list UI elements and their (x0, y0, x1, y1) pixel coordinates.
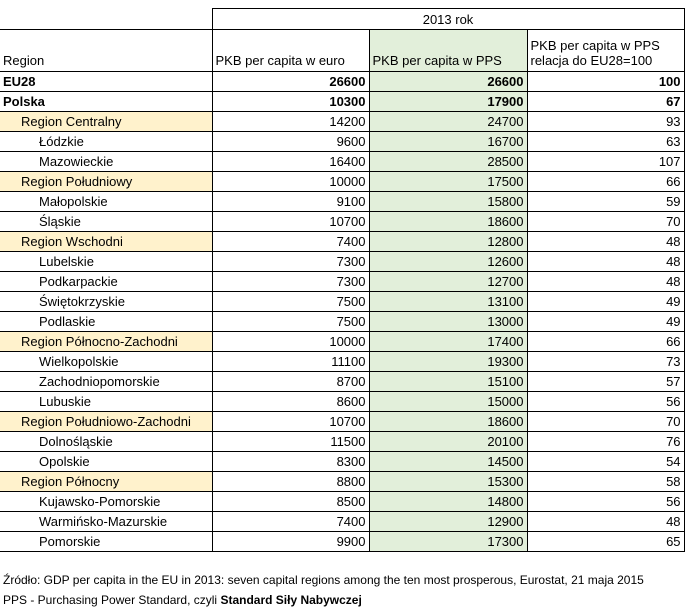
region-name-cell[interactable] (0, 392, 212, 412)
region-name-text: Małopolskie (39, 194, 108, 209)
region-name-cell[interactable] (0, 72, 212, 92)
region-name-text: Mazowieckie (39, 154, 114, 169)
region-name-cell[interactable] (0, 112, 212, 132)
gdp-euro-cell[interactable]: 14200 (212, 112, 369, 132)
pps-note-prefix: PPS - Purchasing Power Standard, czyli (3, 593, 221, 607)
region-name-cell[interactable] (0, 212, 212, 232)
region-name-text: Kujawsko-Pomorskie (39, 494, 161, 509)
region-name-text: Lubelskie (39, 254, 94, 269)
region-name-cell[interactable] (0, 272, 212, 292)
region-name-cell[interactable] (0, 352, 212, 372)
index-cell[interactable]: 56 (527, 492, 684, 512)
region-name-text: Pomorskie (39, 534, 101, 549)
index-column-header[interactable] (527, 30, 684, 72)
gdp-euro-cell[interactable]: 10000 (212, 332, 369, 352)
table-row (0, 112, 684, 132)
gdp-table (0, 8, 685, 552)
region-name-cell[interactable] (0, 312, 212, 332)
table-row (0, 512, 684, 532)
region-name-cell[interactable] (0, 332, 212, 352)
gdp-pps-cell[interactable]: 14800 (369, 492, 527, 512)
table-row (0, 432, 684, 452)
table-row (0, 472, 684, 492)
gdp-pps-cell[interactable]: 20100 (369, 432, 527, 452)
index-cell[interactable]: 70 (527, 212, 684, 232)
pps-note-bold: Standard Siły Nabywczej (220, 593, 362, 607)
region-name-text: Dolnośląskie (39, 434, 113, 449)
region-name-cell[interactable] (0, 232, 212, 252)
gdp-euro-cell[interactable]: 9600 (212, 132, 369, 152)
table-row (0, 252, 684, 272)
gdp-euro-cell[interactable]: 7500 (212, 292, 369, 312)
gdp-euro-cell[interactable]: 16400 (212, 152, 369, 172)
region-name-text: Zachodniopomorskie (39, 374, 160, 389)
gdp-pps-cell[interactable]: 12600 (369, 252, 527, 272)
gdp-euro-cell[interactable]: 8700 (212, 372, 369, 392)
gdp-pps-cell[interactable]: 13100 (369, 292, 527, 312)
index-cell[interactable]: 49 (527, 292, 684, 312)
region-name-text: Region Południowy (21, 174, 133, 189)
region-name-cell[interactable] (0, 172, 212, 192)
gdp-pps-cell[interactable]: 15800 (369, 192, 527, 212)
region-name-cell[interactable] (0, 412, 212, 432)
table-row (0, 332, 684, 352)
gdp-euro-column-header[interactable]: PKB per capita w euro (212, 30, 369, 72)
gdp-pps-cell[interactable]: 15000 (369, 392, 527, 412)
table-row (0, 532, 684, 552)
gdp-pps-cell[interactable]: 15300 (369, 472, 527, 492)
pps-note[interactable] (3, 592, 362, 608)
region-name-cell[interactable] (0, 292, 212, 312)
gdp-pps-cell[interactable]: 19300 (369, 352, 527, 372)
table-row (0, 392, 684, 412)
region-name-text: Śląskie (39, 214, 81, 229)
index-cell[interactable]: 48 (527, 252, 684, 272)
gdp-pps-column-header[interactable]: PKB per capita w PPS (369, 30, 527, 72)
gdp-euro-cell[interactable]: 7300 (212, 272, 369, 292)
table-row (0, 152, 684, 172)
table-row (0, 172, 684, 192)
gdp-euro-cell[interactable]: 10300 (212, 92, 369, 112)
gdp-pps-cell[interactable]: 18600 (369, 412, 527, 432)
table-row (0, 312, 684, 332)
region-name-text: Region Północny (21, 474, 120, 489)
gdp-pps-cell[interactable]: 13000 (369, 312, 527, 332)
region-name-text: EU28 (3, 74, 36, 89)
region-name-cell[interactable] (0, 192, 212, 212)
table-row (0, 292, 684, 312)
gdp-pps-cell[interactable]: 26600 (369, 72, 527, 92)
region-name-cell[interactable] (0, 532, 212, 552)
index-cell[interactable]: 57 (527, 372, 684, 392)
gdp-pps-cell[interactable]: 18600 (369, 212, 527, 232)
index-cell[interactable]: 56 (527, 392, 684, 412)
region-name-cell[interactable] (0, 92, 212, 112)
gdp-euro-cell[interactable]: 9100 (212, 192, 369, 212)
index-header-line2: relacja do EU28=100 (530, 53, 653, 68)
index-cell[interactable]: 63 (527, 132, 684, 152)
region-name-text: Warmińsko-Mazurskie (39, 514, 168, 529)
index-cell[interactable]: 100 (527, 72, 684, 92)
gdp-euro-cell[interactable]: 8500 (212, 492, 369, 512)
gdp-pps-cell[interactable]: 17900 (369, 92, 527, 112)
index-cell[interactable]: 48 (527, 512, 684, 532)
region-name-text: Łódzkie (39, 134, 84, 149)
index-cell[interactable]: 58 (527, 472, 684, 492)
region-name-cell[interactable] (0, 452, 212, 472)
region-name-text: Podlaskie (39, 314, 96, 329)
region-name-text: Region Wschodni (21, 234, 123, 249)
column-header-row (0, 30, 684, 72)
gdp-euro-cell[interactable]: 11100 (212, 352, 369, 372)
index-cell[interactable]: 73 (527, 352, 684, 372)
region-name-text: Polska (3, 94, 45, 109)
table-row (0, 492, 684, 512)
region-name-cell[interactable] (0, 372, 212, 392)
table-row (0, 412, 684, 432)
index-header-line1: PKB per capita w PPS (530, 38, 660, 53)
region-name-text: Podkarpackie (39, 274, 118, 289)
source-note[interactable]: Źródło: GDP per capita in the EU in 2013: seven capital regions among the ten most prosperous, Eurostat, 21 maja 2015 (3, 573, 644, 587)
gdp-euro-cell[interactable]: 7400 (212, 512, 369, 532)
gdp-pps-cell[interactable]: 17500 (369, 172, 527, 192)
gdp-pps-cell[interactable]: 24700 (369, 112, 527, 132)
gdp-euro-cell[interactable]: 26600 (212, 72, 369, 92)
gdp-pps-cell[interactable]: 12700 (369, 272, 527, 292)
index-cell[interactable]: 107 (527, 152, 684, 172)
gdp-euro-cell[interactable]: 7500 (212, 312, 369, 332)
table-row (0, 212, 684, 232)
index-cell[interactable]: 54 (527, 452, 684, 472)
gdp-pps-cell[interactable]: 14500 (369, 452, 527, 472)
index-cell[interactable]: 67 (527, 92, 684, 112)
gdp-pps-cell[interactable]: 28500 (369, 152, 527, 172)
gdp-euro-cell[interactable]: 10700 (212, 412, 369, 432)
gdp-euro-cell[interactable]: 8800 (212, 472, 369, 492)
year-header[interactable]: 2013 rok (212, 9, 684, 30)
region-name-text: Region Południowo-Zachodni (21, 414, 191, 429)
gdp-euro-cell[interactable]: 9900 (212, 532, 369, 552)
gdp-euro-cell[interactable]: 10700 (212, 212, 369, 232)
gdp-pps-cell[interactable]: 16700 (369, 132, 527, 152)
region-name-text: Świętokrzyskie (39, 294, 125, 309)
region-name-cell[interactable] (0, 492, 212, 512)
gdp-pps-cell[interactable]: 17300 (369, 532, 527, 552)
index-cell[interactable]: 65 (527, 532, 684, 552)
gdp-pps-cell[interactable]: 15100 (369, 372, 527, 392)
index-cell[interactable]: 76 (527, 432, 684, 452)
gdp-pps-cell[interactable]: 17400 (369, 332, 527, 352)
table-row (0, 452, 684, 472)
index-cell[interactable]: 48 (527, 272, 684, 292)
table-row (0, 72, 684, 92)
index-cell[interactable]: 66 (527, 172, 684, 192)
gdp-euro-cell[interactable]: 7400 (212, 232, 369, 252)
region-name-cell[interactable] (0, 132, 212, 152)
table-row (0, 372, 684, 392)
empty-header-cell[interactable] (0, 9, 212, 30)
gdp-euro-cell[interactable]: 10000 (212, 172, 369, 192)
table-row (0, 132, 684, 152)
region-name-text: Lubuskie (39, 394, 92, 409)
gdp-euro-cell[interactable]: 11500 (212, 432, 369, 452)
table-row (0, 92, 684, 112)
index-cell[interactable]: 49 (527, 312, 684, 332)
year-header-row (0, 9, 684, 30)
region-name-cell[interactable] (0, 472, 212, 492)
index-cell[interactable]: 66 (527, 332, 684, 352)
region-name-cell[interactable] (0, 152, 212, 172)
table-row (0, 352, 684, 372)
region-name-cell[interactable] (0, 432, 212, 452)
gdp-pps-cell[interactable]: 12900 (369, 512, 527, 532)
table-row (0, 232, 684, 252)
gdp-euro-cell[interactable]: 7300 (212, 252, 369, 272)
gdp-pps-cell[interactable]: 12800 (369, 232, 527, 252)
region-name-cell[interactable] (0, 512, 212, 532)
index-cell[interactable]: 59 (527, 192, 684, 212)
index-cell[interactable]: 93 (527, 112, 684, 132)
region-name-text: Region Północno-Zachodni (21, 334, 178, 349)
region-name-text: Wielkopolskie (39, 354, 119, 369)
region-name-text: Region Centralny (21, 114, 122, 129)
gdp-euro-cell[interactable]: 8300 (212, 452, 369, 472)
gdp-euro-cell[interactable]: 8600 (212, 392, 369, 412)
region-name-text: Opolskie (39, 454, 90, 469)
region-column-header[interactable]: Region (0, 30, 212, 72)
region-name-cell[interactable] (0, 252, 212, 272)
table-row (0, 192, 684, 212)
index-cell[interactable]: 70 (527, 412, 684, 432)
table-row (0, 272, 684, 292)
index-cell[interactable]: 48 (527, 232, 684, 252)
